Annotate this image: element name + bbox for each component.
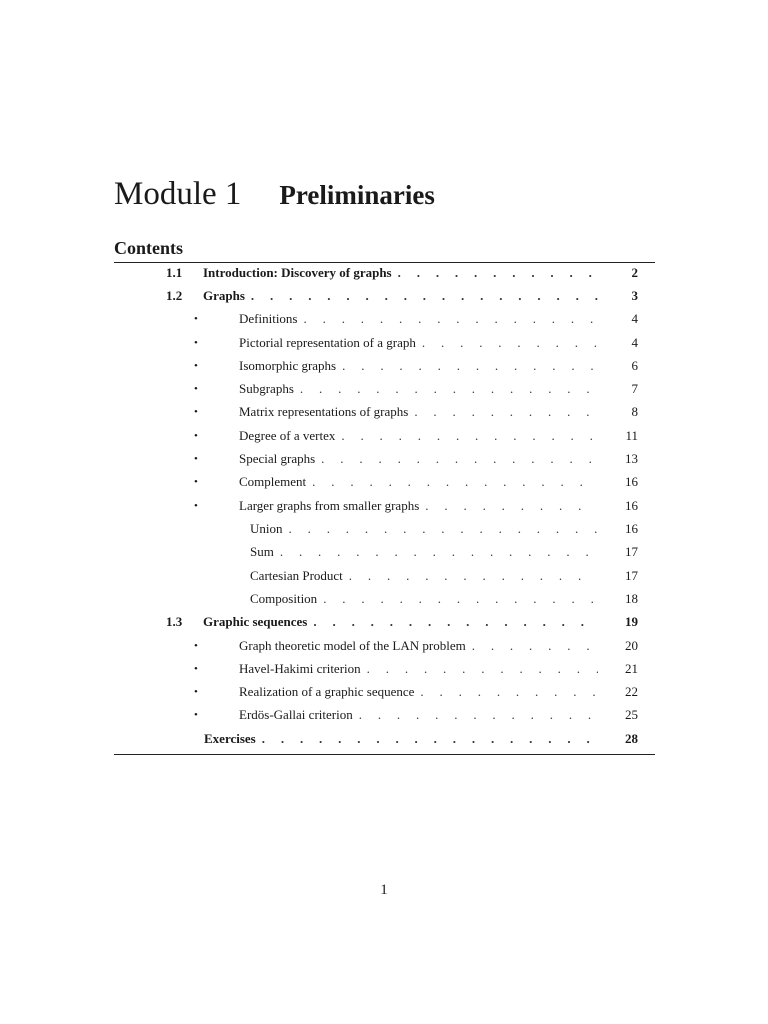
toc-item-special-graphs[interactable] — [0, 448, 768, 470]
page-ref: 20 — [625, 638, 638, 653]
toc-item-union[interactable] — [0, 518, 768, 540]
section-title: Graphic sequences — [203, 614, 308, 629]
page-ref: 19 — [625, 614, 638, 629]
dot-leader — [414, 681, 598, 703]
page-ref: 21 — [625, 661, 638, 676]
dot-leader — [353, 704, 598, 726]
dot-leader — [315, 448, 598, 470]
toc-item-composition[interactable] — [0, 588, 768, 610]
toc-item-havel-hakimi[interactable] — [0, 658, 768, 680]
toc-entry — [239, 704, 598, 726]
item-title: Subgraphs — [239, 381, 294, 396]
contents-heading: Contents — [114, 238, 184, 258]
dot-leader — [408, 401, 598, 423]
item-title: Complement — [239, 474, 307, 489]
dot-leader — [298, 308, 599, 330]
module-heading — [114, 176, 435, 213]
item-title: Realization of a graphic sequence — [239, 684, 415, 699]
toc-item-lan-problem[interactable] — [0, 635, 768, 657]
page-ref: 17 — [625, 568, 638, 583]
toc-entry — [239, 308, 598, 330]
item-title: Pictorial representation of a graph — [239, 335, 416, 350]
item-title: Matrix representations of graphs — [239, 404, 409, 419]
dot-leader — [256, 728, 598, 750]
toc-item-pictorial-representation[interactable] — [0, 332, 768, 354]
item-title: Composition — [250, 591, 318, 606]
toc-entry — [203, 285, 598, 307]
dot-leader — [419, 495, 598, 517]
page-ref: 11 — [625, 428, 638, 443]
module-number: Module 1 — [114, 176, 242, 212]
toc-entry — [250, 518, 598, 540]
toc-entry — [239, 448, 598, 470]
toc-item-definitions[interactable] — [0, 308, 768, 330]
toc-entry — [204, 728, 598, 750]
bullet-icon: • — [194, 406, 198, 418]
section-number: 1.2 — [166, 288, 183, 303]
bullet-icon: • — [194, 453, 198, 465]
bullet-icon: • — [194, 313, 198, 325]
bullet-icon: • — [194, 640, 198, 652]
item-title: Definitions — [239, 311, 298, 326]
toc-item-cartesian-product[interactable] — [0, 565, 768, 587]
item-title: Degree of a vertex — [239, 428, 336, 443]
dot-leader — [335, 425, 598, 447]
toc-item-larger-graphs[interactable] — [0, 495, 768, 517]
section-title: Graphs — [203, 288, 245, 303]
toc-entry — [250, 588, 598, 610]
dot-leader — [307, 611, 598, 633]
toc-bottom-rule — [114, 754, 655, 755]
page-ref: 18 — [625, 591, 638, 606]
toc-entry — [239, 635, 598, 657]
page-ref: 16 — [625, 474, 638, 489]
dot-leader — [416, 332, 598, 354]
dot-leader — [306, 471, 598, 493]
toc-entry — [239, 425, 598, 447]
toc-item-sum[interactable] — [0, 541, 768, 563]
bullet-icon: • — [194, 430, 198, 442]
page-ref: 4 — [631, 335, 638, 350]
item-title: Havel-Hakimi criterion — [239, 661, 361, 676]
toc-exercises[interactable] — [0, 728, 768, 750]
item-title: Union — [250, 521, 283, 536]
toc-entry — [250, 541, 598, 563]
dot-leader — [466, 635, 598, 657]
page-ref: 2 — [631, 265, 638, 280]
bullet-icon: • — [194, 337, 198, 349]
item-title: Special graphs — [239, 451, 316, 466]
toc-item-matrix-representations[interactable] — [0, 401, 768, 423]
bullet-icon: • — [194, 686, 198, 698]
section-number: 1.3 — [166, 614, 183, 629]
item-title: Graph theoretic model of the LAN problem — [239, 638, 466, 653]
page-ref: 3 — [631, 288, 638, 303]
toc-item-subgraphs[interactable] — [0, 378, 768, 400]
page-ref: 22 — [625, 684, 638, 699]
page-ref: 8 — [631, 404, 638, 419]
bullet-icon: • — [194, 500, 198, 512]
page-ref: 28 — [625, 731, 638, 746]
toc-section-1-3[interactable] — [0, 611, 768, 633]
toc-entry — [239, 355, 598, 377]
item-title: Isomorphic graphs — [239, 358, 337, 373]
dot-leader — [361, 658, 598, 680]
page-ref: 7 — [631, 381, 638, 396]
toc-section-1-2[interactable] — [0, 285, 768, 307]
toc-entry — [239, 681, 598, 703]
item-title: Cartesian Product — [250, 568, 343, 583]
page-ref: 13 — [625, 451, 638, 466]
page-ref: 4 — [631, 311, 638, 326]
toc-entry — [203, 262, 598, 284]
toc-entry — [250, 565, 598, 587]
bullet-icon: • — [194, 476, 198, 488]
item-title: Erdös-Gallai criterion — [239, 707, 353, 722]
dot-leader — [343, 565, 598, 587]
toc-entry — [239, 378, 598, 400]
dot-leader — [294, 378, 598, 400]
page-ref: 6 — [631, 358, 638, 373]
toc-item-realization[interactable] — [0, 681, 768, 703]
toc-item-degree-of-vertex[interactable] — [0, 425, 768, 447]
bullet-icon: • — [194, 360, 198, 372]
dot-leader — [336, 355, 598, 377]
dot-leader — [245, 285, 598, 307]
bullet-icon: • — [194, 709, 198, 721]
toc-entry — [239, 495, 598, 517]
dot-leader — [392, 262, 598, 284]
page-ref: 16 — [625, 498, 638, 513]
toc-entry — [239, 401, 598, 423]
dot-leader — [283, 518, 599, 540]
section-title: Introduction: Discovery of graphs — [203, 265, 392, 280]
section-number: 1.1 — [166, 265, 183, 280]
page-ref: 16 — [625, 521, 638, 536]
module-title: Preliminaries — [279, 180, 435, 210]
page-ref: 17 — [625, 544, 638, 559]
page-ref: 25 — [625, 707, 638, 722]
bullet-icon: • — [194, 663, 198, 675]
toc-item-complement[interactable] — [0, 471, 768, 493]
toc-section-1-1[interactable] — [0, 262, 768, 284]
exercises-title: Exercises — [204, 731, 256, 746]
toc-entry — [239, 471, 598, 493]
toc-entry — [239, 658, 598, 680]
dot-leader — [317, 588, 598, 610]
bullet-icon: • — [194, 383, 198, 395]
dot-leader — [274, 541, 598, 563]
toc-item-isomorphic-graphs[interactable] — [0, 355, 768, 377]
toc-item-erdos-gallai[interactable] — [0, 704, 768, 726]
item-title: Larger graphs from smaller graphs — [239, 498, 420, 513]
item-title: Sum — [250, 544, 274, 559]
toc-entry — [239, 332, 598, 354]
page-number: 1 — [380, 882, 388, 898]
toc-entry — [203, 611, 598, 633]
